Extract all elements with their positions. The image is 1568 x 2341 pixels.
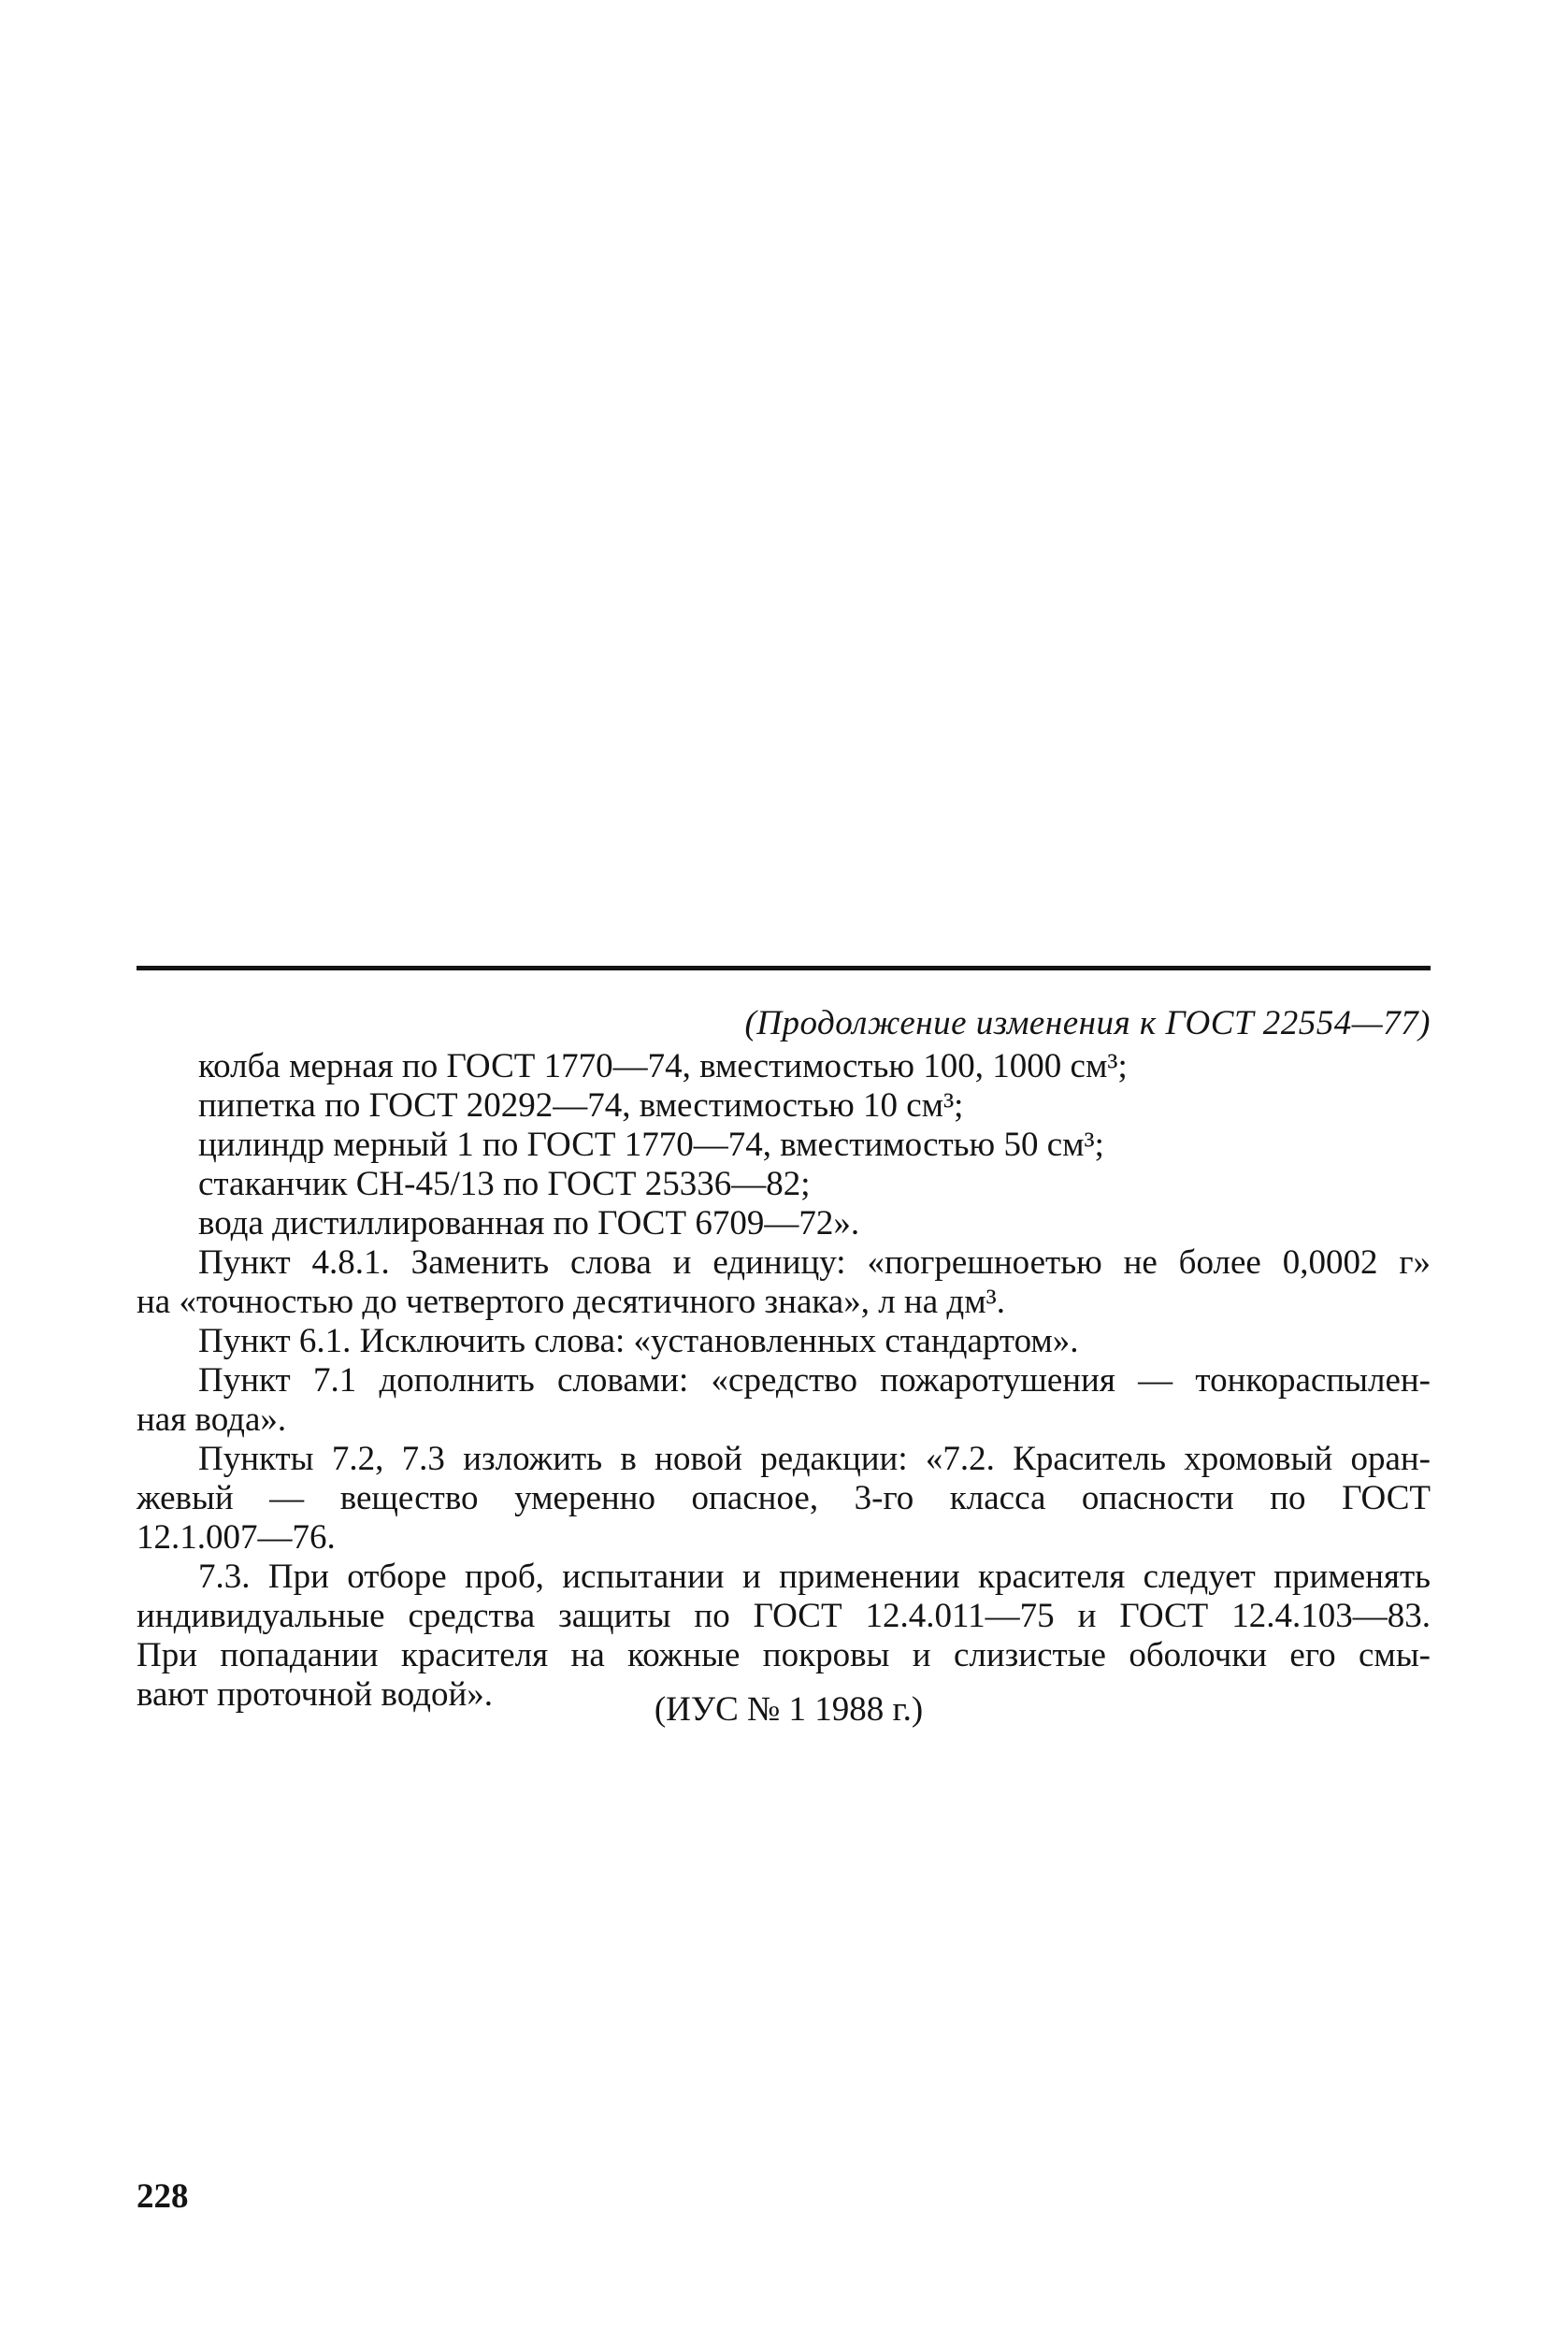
source-note-text: (ИУС № 1 1988 г.) bbox=[654, 1690, 924, 1729]
continuation-header: (Продолжение изменения к ГОСТ 22554—77) bbox=[744, 1004, 1431, 1042]
list-item: вода дистиллированная по ГОСТ 6709—72». bbox=[198, 1204, 860, 1242]
paragraph-line: Пункты 7.2, 7.3 изложить в новой редакции: «7.2. Краситель хромовый оран- bbox=[198, 1440, 1431, 1478]
paragraph-line: вают проточной водой». bbox=[137, 1675, 494, 1714]
paragraph-7-2 bbox=[137, 1440, 1431, 1558]
paragraph-line: ная вода». bbox=[137, 1400, 287, 1439]
amendment-body bbox=[137, 1047, 1431, 1715]
source-note bbox=[0, 1689, 1568, 1730]
paragraph-line: жевый — вещество умеренно опасное, 3-го класса опасности по ГОСТ bbox=[137, 1479, 1431, 1517]
paragraph-line: индивидуальные средства защиты по ГОСТ 12.4.011—75 и ГОСТ 12.4.103—83. bbox=[137, 1597, 1431, 1635]
paragraph-line: Пункт 4.8.1. Заменить слова и единицу: «погрешноетью не более 0,0002 г» bbox=[198, 1243, 1431, 1282]
page-number: 228 bbox=[137, 2177, 189, 2216]
paragraph-line: При попадании красителя на кожные покровы и слизистые оболочки его смы- bbox=[137, 1636, 1431, 1674]
paragraph-4-8-1 bbox=[137, 1243, 1431, 1322]
paragraph-line: Пункт 7.1 дополнить словами: «средство пожаротушения — тонкораспылен- bbox=[198, 1361, 1431, 1400]
list-item: цилиндр мерный 1 по ГОСТ 1770—74, вместимостью 50 см³; bbox=[198, 1126, 1104, 1164]
list-item: колба мерная по ГОСТ 1770—74, вместимостью 100, 1000 см³; bbox=[198, 1047, 1128, 1085]
paragraph-6-1: Пункт 6.1. Исключить слова: «установленных стандартом». bbox=[198, 1322, 1079, 1360]
paragraph-line: 7.3. При отборе проб, испытании и применении красителя следует применять bbox=[198, 1558, 1431, 1596]
list-item: стаканчик СН-45/13 по ГОСТ 25336—82; bbox=[198, 1165, 811, 1203]
paragraph-7-1 bbox=[137, 1361, 1431, 1440]
paragraph-line: 12.1.007—76. bbox=[137, 1518, 336, 1557]
horizontal-rule bbox=[137, 966, 1431, 970]
paragraph-line: на «точностью до четвертого десятичного знака», л на дм³. bbox=[137, 1283, 1005, 1321]
list-item: пипетка по ГОСТ 20292—74, вместимостью 10 см³; bbox=[198, 1086, 964, 1125]
